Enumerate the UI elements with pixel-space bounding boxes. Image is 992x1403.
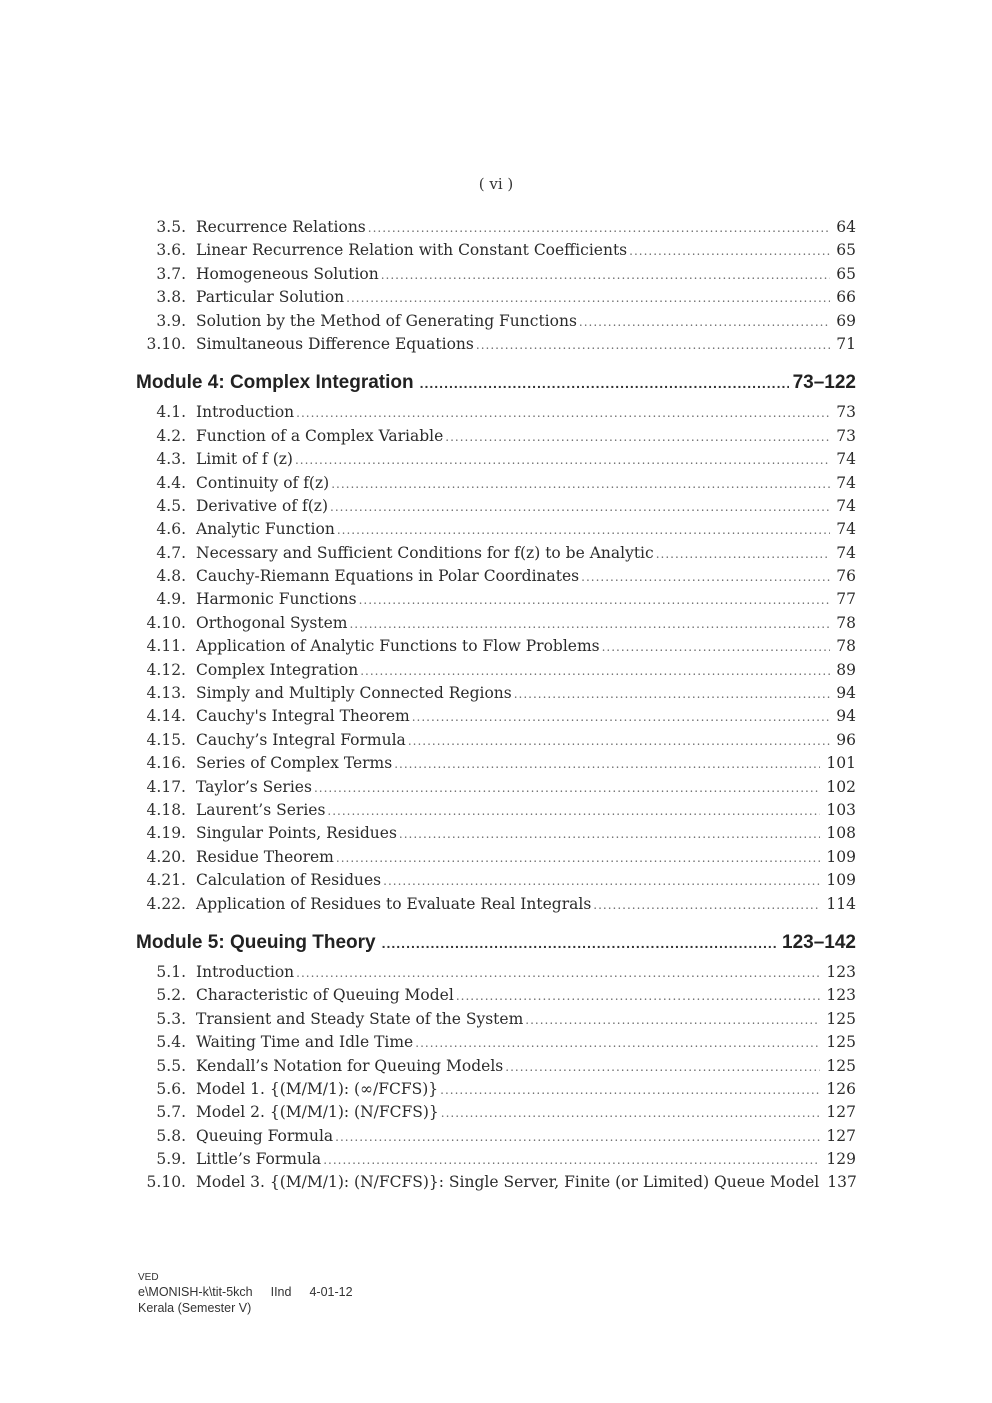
page-ref: 69 [836, 311, 856, 330]
toc-entry[interactable] [136, 963, 856, 986]
toc-entry[interactable] [136, 474, 856, 497]
page-ref: 114 [826, 894, 856, 913]
dot-leader [314, 781, 820, 795]
toc-entry[interactable] [136, 1127, 856, 1150]
section-number: 3.5. [156, 218, 186, 236]
section-title: Introduction [196, 962, 295, 981]
dot-leader [629, 244, 830, 258]
dot-leader [412, 710, 830, 724]
page-ref: 74 [836, 450, 856, 469]
page-ref: 74 [836, 520, 856, 539]
section-title: Introduction [196, 403, 295, 422]
dot-leader [525, 1013, 820, 1027]
dot-leader [602, 640, 830, 654]
toc-entry[interactable] [136, 450, 856, 473]
section-number: 4.8. [156, 567, 186, 586]
page-ref: 123 [826, 962, 856, 981]
dot-leader [441, 1106, 821, 1120]
section-number: 4.14. [146, 707, 186, 726]
sections-before [136, 218, 856, 358]
dot-leader [323, 1153, 820, 1167]
section-title: Kendall’s Notation for Queuing Models [196, 1056, 504, 1075]
dot-leader [581, 570, 830, 584]
page-ref: 94 [836, 707, 856, 726]
section-number: 4.20. [146, 847, 186, 866]
page-ref: 125 [826, 1033, 856, 1052]
section-title: Singular Points, Residues [196, 824, 397, 843]
dot-leader [505, 1060, 820, 1074]
module-4-sections [136, 403, 856, 918]
toc-entry[interactable] [136, 637, 856, 660]
section-number: 5.5. [156, 1056, 186, 1075]
page-ref: 73 [836, 403, 856, 422]
section-number: 5.3. [156, 1009, 186, 1028]
page-ref: 101 [826, 754, 856, 773]
dot-leader [415, 1036, 820, 1050]
section-number: 4.11. [146, 637, 186, 656]
page-ref: 125 [826, 1009, 856, 1028]
section-title: Waiting Time and Idle Time [196, 1033, 414, 1052]
section-title: Application of Residues to Evaluate Real Integrals [196, 894, 592, 913]
section-title: Little’s Formula [196, 1150, 322, 1169]
dot-leader [346, 291, 830, 305]
dot-leader [476, 338, 830, 352]
section-title: Necessary and Sufficient Conditions for f(z) to be Analytic [196, 543, 654, 562]
page-ref: 78 [836, 613, 856, 632]
page-ref: 74 [836, 473, 856, 492]
section-number: 5.1. [156, 962, 186, 981]
footer-edition: IInd [270, 1285, 292, 1299]
section-number: 4.7. [156, 543, 186, 562]
dot-leader [337, 523, 830, 537]
section-number: 4.21. [146, 871, 186, 890]
section-title: Series of Complex Terms [196, 754, 393, 773]
page-ref: 94 [836, 684, 856, 703]
toc-entry[interactable] [136, 1103, 856, 1126]
page-ref: 103 [826, 800, 856, 819]
section-title: Simply and Multiply Connected Regions [196, 684, 512, 703]
toc-entry[interactable] [136, 590, 856, 613]
section-number: 4.19. [146, 824, 186, 843]
toc-entry[interactable] [136, 731, 856, 754]
section-number: 4.9. [156, 590, 186, 609]
section-number: 3.9. [156, 311, 186, 330]
section-number: 4.17. [146, 777, 186, 796]
toc-entry[interactable] [136, 1173, 856, 1196]
page-ref: 127 [826, 1126, 856, 1145]
module-4-heading[interactable] [136, 372, 856, 400]
section-title: Derivative of f(z) [196, 496, 328, 515]
section-title: Solution by the Method of Generating Functions [196, 311, 577, 330]
section-number: 5.8. [156, 1126, 186, 1145]
dot-leader [295, 453, 830, 467]
page-ref: 96 [836, 730, 856, 749]
section-number: 4.10. [146, 613, 186, 632]
section-number: 4.3. [156, 450, 186, 469]
dot-leader [335, 1130, 820, 1144]
dot-leader [456, 989, 821, 1003]
page-ref: 76 [836, 567, 856, 586]
toc-entry[interactable] [136, 661, 856, 684]
section-number: 4.12. [146, 660, 186, 679]
dot-leader [408, 734, 830, 748]
footer-date: 4-01-12 [309, 1285, 353, 1299]
page-ref: 89 [836, 660, 856, 679]
toc-entry[interactable] [136, 707, 856, 730]
toc-entry[interactable] [136, 567, 856, 590]
toc-entry[interactable] [136, 1057, 856, 1080]
section-title: Analytic Function [196, 520, 335, 539]
page-ref: 74 [836, 543, 856, 562]
footer-book: Kerala (Semester V) [138, 1301, 252, 1315]
dot-leader [368, 221, 830, 235]
section-title: Continuity of f(z) [196, 473, 330, 492]
page-ref: 109 [826, 847, 856, 866]
section-title: Calculation of Residues [196, 871, 382, 890]
page-ref: 109 [826, 871, 856, 890]
page-ref: 71 [836, 334, 856, 353]
toc-entry[interactable] [136, 427, 856, 450]
module-5-sections [136, 963, 856, 1197]
toc-entry[interactable] [136, 218, 856, 241]
section-title: Characteristic of Queuing Model [196, 986, 454, 1005]
page-ref: 77 [836, 590, 856, 609]
section-title: Queuing Formula [196, 1126, 334, 1145]
page-ref: 66 [836, 288, 856, 307]
dot-leader [359, 593, 830, 607]
section-title: Model 2. {(M/M/1): (N/FCFS)} [196, 1103, 439, 1122]
table-of-contents [136, 218, 856, 1197]
section-title: Harmonic Functions [196, 590, 357, 609]
module-title: Module 4: Complex Integration [136, 372, 414, 394]
dot-leader [330, 500, 830, 514]
print-footer [138, 1271, 353, 1316]
dot-leader [296, 966, 820, 980]
toc-entry[interactable] [136, 848, 856, 871]
toc-entry[interactable] [136, 1150, 856, 1173]
toc-entry[interactable] [136, 614, 856, 637]
toc-entry[interactable] [136, 1080, 856, 1103]
section-title: Cauchy-Riemann Equations in Polar Coordinates [196, 567, 580, 586]
dot-leader [399, 827, 821, 841]
page-number: ( vi ) [478, 175, 514, 193]
section-number: 4.15. [146, 730, 186, 749]
dot-leader [381, 268, 830, 282]
section-title: Complex Integration [196, 660, 359, 679]
page-ref: 78 [836, 637, 856, 656]
module-5-heading[interactable] [136, 932, 856, 960]
toc-entry[interactable] [136, 684, 856, 707]
dot-leader [656, 547, 830, 561]
page-ref: 123 [826, 986, 856, 1005]
dot-leader [331, 477, 830, 491]
section-title: Cauchy's Integral Theorem [196, 707, 410, 726]
toc-entry[interactable] [136, 544, 856, 567]
section-number: 4.13. [146, 684, 186, 703]
dot-leader [440, 1083, 820, 1097]
section-number: 4.2. [156, 426, 186, 445]
section-number: 3.6. [156, 241, 186, 260]
dot-leader [382, 935, 778, 951]
section-title: Taylor’s Series [196, 777, 312, 796]
toc-entry[interactable] [136, 288, 856, 311]
page-ref: 129 [826, 1150, 856, 1169]
section-number: 4.6. [156, 520, 186, 539]
toc-entry[interactable] [136, 403, 856, 426]
dot-leader [296, 406, 830, 420]
section-number: 4.16. [146, 754, 186, 773]
toc-entry[interactable] [136, 801, 856, 824]
dot-leader [579, 315, 830, 329]
page-ref: 137 [827, 1173, 857, 1192]
toc-entry[interactable] [136, 1033, 856, 1056]
page-ref: 102 [826, 777, 856, 796]
dot-leader [593, 898, 820, 912]
page-ref: 73 [836, 426, 856, 445]
section-title: Homogeneous Solution [196, 264, 379, 283]
toc-entry[interactable] [136, 895, 856, 918]
footer-code: VED [138, 1272, 159, 1283]
section-title: Cauchy’s Integral Formula [196, 730, 406, 749]
section-title: Model 1. {(M/M/1): (∞/FCFS)} [196, 1079, 439, 1098]
toc-entry[interactable] [136, 265, 856, 288]
page-ref: 65 [836, 264, 856, 283]
page-ref: 74 [836, 496, 856, 515]
section-number: 3.10. [146, 334, 186, 353]
dot-leader [336, 851, 821, 865]
section-number: 5.2. [156, 986, 186, 1005]
section-title: Transient and Steady State of the System [196, 1009, 524, 1028]
section-number: 5.7. [156, 1103, 186, 1122]
toc-entry[interactable] [136, 986, 856, 1009]
page-ref: 125 [826, 1056, 856, 1075]
section-title: Model 3. {(M/M/1): (N/FCFS)}: Single Server, Finite (or Limited) Queue Model [196, 1173, 820, 1192]
page-ref: 108 [826, 824, 856, 843]
dot-leader [327, 804, 820, 818]
footer-path: e\MONISH-k\tit-5kch [138, 1285, 253, 1299]
footer-path-line [138, 1284, 353, 1300]
section-number: 4.18. [146, 800, 186, 819]
dot-leader [445, 430, 830, 444]
toc-entry[interactable] [136, 778, 856, 801]
dot-leader [514, 687, 830, 701]
toc-entry[interactable] [136, 497, 856, 520]
section-title: Limit of f (z) [196, 450, 293, 469]
dot-leader [349, 617, 830, 631]
section-number: 5.10. [146, 1173, 186, 1192]
toc-entry[interactable] [136, 871, 856, 894]
section-title: Residue Theorem [196, 847, 334, 866]
section-number: 3.8. [156, 288, 186, 307]
section-title: Simultaneous Difference Equations [196, 334, 474, 353]
page-ref: 64 [836, 218, 856, 236]
section-title: Linear Recurrence Relation with Constant Coefficients [196, 241, 628, 260]
dot-leader [394, 757, 820, 771]
toc-entry[interactable] [136, 241, 856, 264]
section-number: 3.7. [156, 264, 186, 283]
page-ref: 126 [826, 1079, 856, 1098]
section-number: 4.4. [156, 473, 186, 492]
module-pages: 73–122 [792, 372, 856, 394]
toc-entry[interactable] [136, 824, 856, 847]
section-title: Particular Solution [196, 288, 345, 307]
toc-entry[interactable] [136, 520, 856, 543]
toc-entry[interactable] [136, 312, 856, 335]
section-number: 5.9. [156, 1150, 186, 1169]
section-title: Application of Analytic Functions to Flow Problems [196, 637, 600, 656]
dot-leader [383, 874, 820, 888]
toc-entry[interactable] [136, 335, 856, 358]
section-title: Laurent’s Series [196, 800, 326, 819]
page-ref: 65 [836, 241, 856, 260]
page-ref: 127 [826, 1103, 856, 1122]
module-pages: 123–142 [782, 931, 856, 953]
section-number: 5.4. [156, 1033, 186, 1052]
section-number: 4.22. [146, 894, 186, 913]
section-title: Recurrence Relations [196, 218, 366, 236]
dot-leader [360, 664, 830, 678]
section-number: 5.6. [156, 1079, 186, 1098]
dot-leader [420, 375, 789, 391]
toc-entry[interactable] [136, 1010, 856, 1033]
section-number: 4.5. [156, 496, 186, 515]
section-number: 4.1. [156, 403, 186, 422]
section-title: Orthogonal System [196, 613, 348, 632]
module-title: Module 5: Queuing Theory [136, 931, 376, 953]
section-title: Function of a Complex Variable [196, 426, 444, 445]
toc-entry[interactable] [136, 754, 856, 777]
